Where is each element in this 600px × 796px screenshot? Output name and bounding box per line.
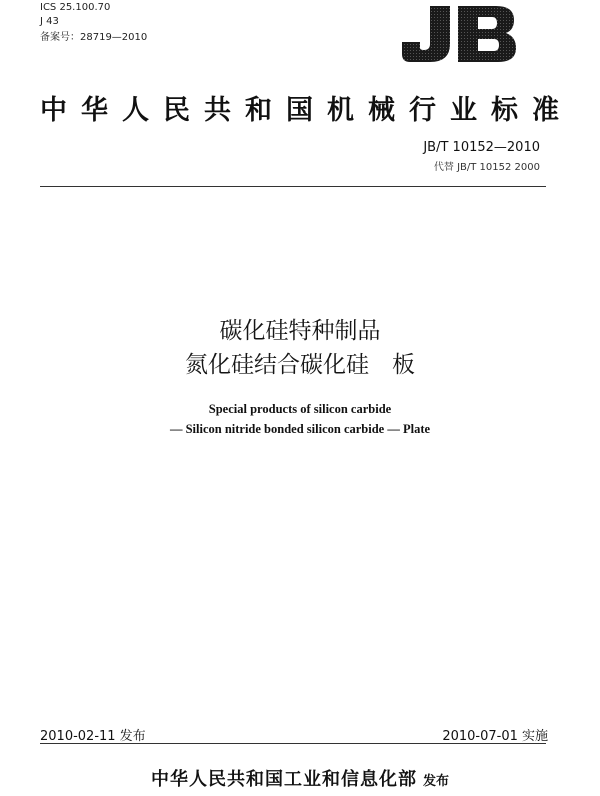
standard-number: JB/T 10152—2010 <box>423 140 540 155</box>
title-en-line1: Special products of silicon carbide <box>208 402 392 416</box>
industry-standard-title: 中华人民共和国机械行业标准 <box>40 95 573 126</box>
issuer-name: 中华人民共和国工业和信息化部 <box>150 769 417 790</box>
ics-code: ICS 25.100.70 <box>40 2 111 13</box>
implementation-date: 2010-07-01 实施 <box>442 729 548 744</box>
replaces-standard: 代替 JB/T 10152 2000 <box>433 162 540 173</box>
title-cn-line2: 氮化硅结合碳化硅 板 <box>185 352 415 378</box>
jb-logo <box>400 4 518 64</box>
issuer <box>0 765 600 791</box>
title-cn-line1: 碳化硅特种制品 <box>219 318 381 344</box>
top-rule <box>40 186 546 187</box>
ccs-code: J 43 <box>40 16 59 27</box>
title-en-line2: — Silicon nitride bonded silicon carbide — Plate <box>169 422 431 436</box>
filing-number: 备案号：28719—2010 <box>40 32 148 43</box>
bottom-rule <box>40 743 546 744</box>
issue-date: 2010-02-11 发布 <box>40 729 146 744</box>
issuer-suffix: 发布 <box>422 774 449 789</box>
